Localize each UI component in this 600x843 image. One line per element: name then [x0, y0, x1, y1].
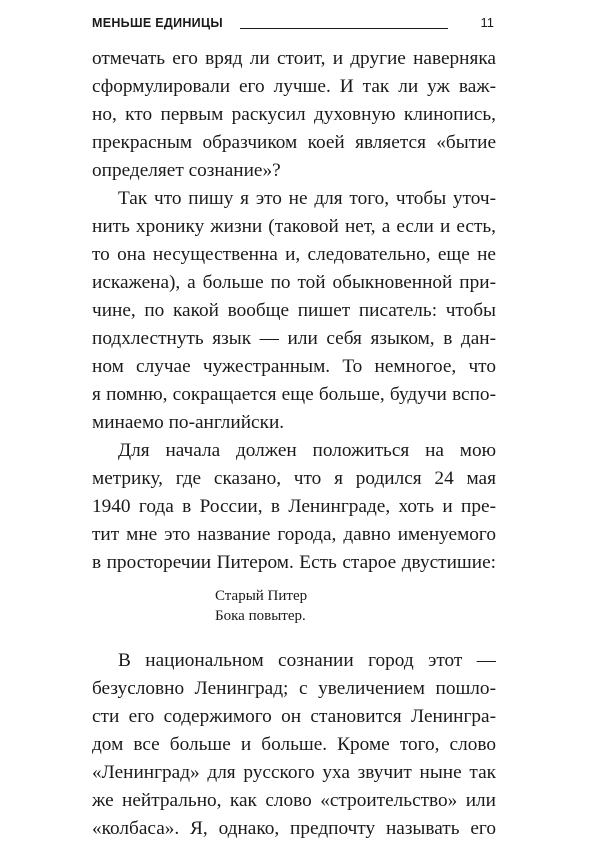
paragraph-4 — [92, 647, 496, 843]
verse-line: Старый Питер — [215, 588, 308, 604]
text-line: чине, по какой вообще пишет писатель: чтобы — [92, 300, 496, 321]
paragraph-3 — [92, 437, 496, 577]
text-line: но, кто первым раскусил духовную клинопись, — [92, 104, 496, 125]
text-line: метрику, где сказано, что я родился 24 мая — [92, 468, 496, 489]
text-line: дом все больше и больше. Кроме того, слово — [92, 734, 496, 755]
text-line: отмечать его вряд ли стоит, и другие наверняка — [92, 48, 496, 69]
text-line: нить хронику жизни (таковой нет, а если и есть, — [92, 216, 496, 237]
paragraph-1 — [92, 45, 496, 185]
text-line: В национальном сознании город этот — — [118, 650, 496, 671]
text-line: в просторечии Питером. Есть старое двустишие: — [92, 552, 496, 573]
verse-couplet — [215, 586, 496, 626]
text-line: же нейтрально, как слово «строительство» или — [92, 790, 496, 811]
text-line: Для начала должен положиться на мою — [118, 440, 496, 461]
text-line: безусловно Ленинград; с увеличением пошло- — [92, 678, 496, 699]
text-line: я помню, сокращается еще больше, будучи вспо- — [92, 384, 496, 405]
text-line: «Ленинград» для русского уха звучит ныне так — [92, 762, 496, 783]
text-line: сформулировали его лучше. И так ли уж важ- — [92, 76, 496, 97]
body-text — [92, 45, 496, 843]
running-header — [92, 12, 494, 34]
text-line: 1940 года в России, в Ленинграде, хоть и пре- — [92, 496, 496, 517]
text-line: тит мне это название города, давно именуемого — [92, 524, 496, 545]
text-line: искажена), а больше по той обыкновенной при- — [92, 272, 496, 293]
text-line: ном случае чужестранным. То немногое, что — [92, 356, 496, 377]
page-number: 11 — [480, 15, 494, 30]
verse-line: Бока повытер. — [215, 608, 306, 624]
text-line: подхлестнуть язык — или себя языком, в дан- — [92, 328, 496, 349]
text-line: Так что пишу я это не для того, чтобы уточ- — [118, 188, 496, 209]
text-line: минаемо по-английски. — [92, 412, 285, 433]
paragraph-2 — [92, 185, 496, 437]
text-line: сти его содержимого он становится Ленингра- — [92, 706, 496, 727]
text-line: прекрасным образчиком коей является «бытие — [92, 132, 496, 153]
text-line: «колбаса». Я, однако, предпочту называть его — [92, 818, 496, 839]
text-line: определяет сознание»? — [92, 160, 281, 181]
header-rule — [240, 28, 448, 29]
running-header-title: МЕНЬШЕ ЕДИНИЦЫ — [92, 16, 223, 30]
text-line: то она несущественна и, следовательно, еще не — [92, 244, 496, 265]
